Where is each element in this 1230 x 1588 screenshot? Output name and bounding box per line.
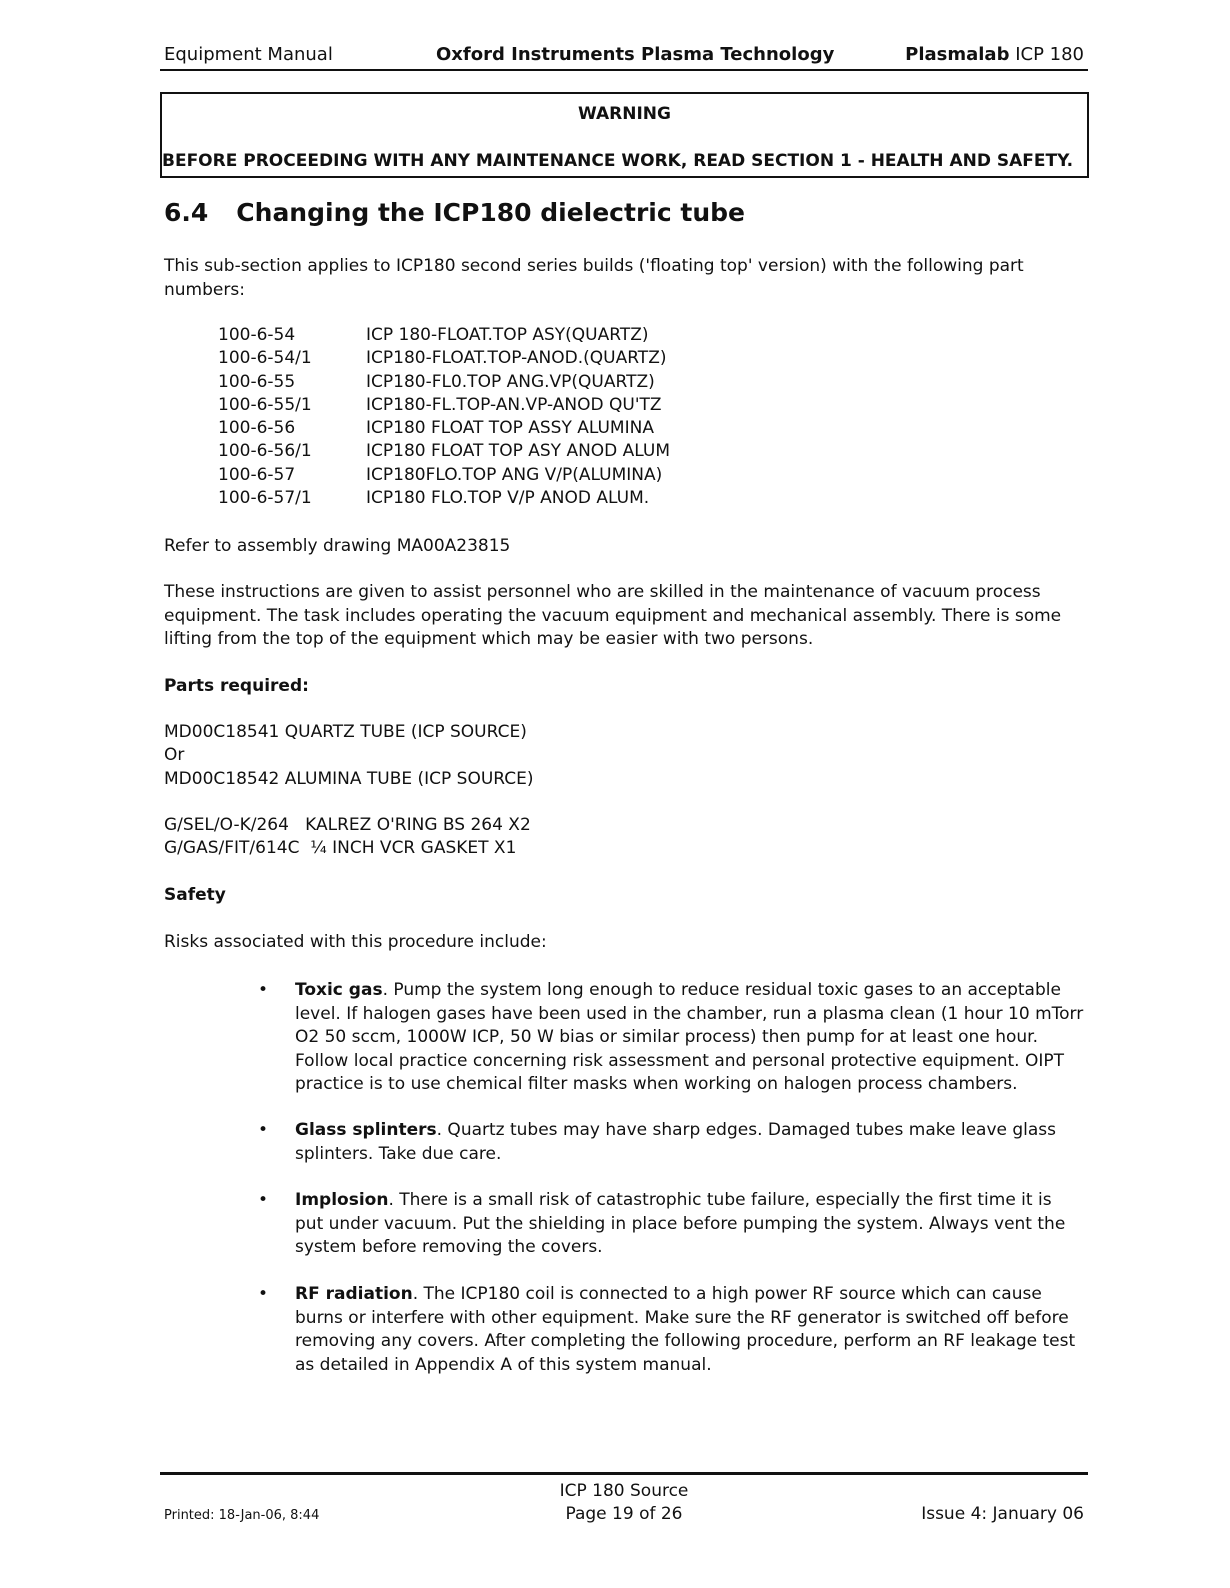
warning-text: BEFORE PROCEEDING WITH ANY MAINTENANCE WORK, READ SECTION 1 - HEALTH AND SAFETY. <box>162 151 1074 171</box>
part-numbers-table <box>218 324 670 510</box>
part-description: ICP180FLO.TOP ANG V/P(ALUMINA) <box>366 464 663 485</box>
part-description: ICP180-FL.TOP-AN.VP-ANOD QU'TZ <box>366 394 662 415</box>
header-right <box>905 44 1084 65</box>
parts-item-code: G/SEL/O-K/264 <box>164 815 289 835</box>
parts-required-heading: Parts required: <box>164 676 309 696</box>
warning-box <box>160 92 1089 178</box>
parts-item <box>164 814 1064 838</box>
part-row <box>218 324 670 347</box>
part-code: 100-6-56/1 <box>218 441 312 462</box>
part-code: 100-6-54 <box>218 325 296 345</box>
bullet-icon: • <box>258 1190 269 1210</box>
parts-required-line: MD00C18541 QUARTZ TUBE (ICP SOURCE) <box>164 722 527 742</box>
part-description: ICP180 FLO.TOP V/P ANOD ALUM. <box>366 488 650 509</box>
refer-paragraph: Refer to assembly drawing MA00A23815 <box>164 536 511 556</box>
part-code: 100-6-54/1 <box>218 348 312 369</box>
part-description: ICP180-FLOAT.TOP-ANOD.(QUARTZ) <box>366 348 667 369</box>
safety-heading: Safety <box>164 885 226 905</box>
bullet-term: Implosion <box>295 1190 389 1210</box>
bullet-text: . Quartz tubes may have sharp edges. Damaged tubes make leave glass splinters. Take due care. <box>295 1120 1057 1164</box>
part-row <box>218 371 670 394</box>
part-description: ICP180-FL0.TOP ANG.VP(QUARTZ) <box>366 371 655 392</box>
part-code: 100-6-55/1 <box>218 394 312 415</box>
parts-item-code: G/GAS/FIT/614C <box>164 838 300 858</box>
part-description: ICP180 FLOAT TOP ASY ANOD ALUM <box>366 441 671 462</box>
bullet-term: RF radiation <box>295 1284 413 1304</box>
footer-issue: Issue 4: January 06 <box>921 1504 1084 1524</box>
section-heading <box>164 198 745 227</box>
part-code: 100-6-55 <box>218 371 296 392</box>
instructions-paragraph: These instructions are given to assist personnel who are skilled in the maintenance of vacuum process equipment. The task includes operating the vacuum equipment and mechanical assembly. There is some lifting from the top of the equipment which may be easier with two persons. <box>164 582 1062 649</box>
intro-paragraph: This sub-section applies to ICP180 second series builds ('floating top' version) with the following part numbers: <box>164 256 1024 300</box>
parts-required-line: MD00C18542 ALUMINA TUBE (ICP SOURCE) <box>164 769 534 789</box>
section-number: 6.4 <box>164 198 209 227</box>
part-row <box>218 464 670 487</box>
bullet-icon: • <box>258 1284 269 1304</box>
header-product: Plasmalab <box>905 44 1010 65</box>
parts-item-desc: KALREZ O'RING BS 264 X2 <box>305 815 531 835</box>
bullet-text: . There is a small risk of catastrophic tube failure, especially the first time it is put under vacuum. Put the shielding in place before pumping the system. Always vent the system before removing the covers. <box>295 1190 1066 1257</box>
parts-item-desc: ¼ INCH VCR GASKET X1 <box>310 838 517 858</box>
safety-intro: Risks associated with this procedure include: <box>164 932 547 952</box>
parts-item <box>164 837 1064 861</box>
warning-title: WARNING <box>578 104 671 124</box>
bullet-text: . Pump the system long enough to reduce residual toxic gases to an acceptable level. If halogen gases have been used in the chamber, run a plasma clean (1 hour 10 mTorr O2 50 sccm, 1000W ICP, 50 W bias or similar process) then pump for at least one hour. Follow local practice concerning risk assessment and personal protective equipment. OIPT practice is to use chemical filter masks when working on halogen process chambers. <box>295 980 1084 1094</box>
part-row <box>218 394 670 417</box>
part-row <box>218 347 670 370</box>
part-row <box>218 417 670 440</box>
footer-printed: Printed: 18-Jan-06, 8:44 <box>164 1508 320 1523</box>
part-code: 100-6-57/1 <box>218 488 312 509</box>
part-code: 100-6-56 <box>218 418 296 439</box>
bullet-icon: • <box>258 1120 269 1140</box>
part-row <box>218 440 670 463</box>
footer-page: Page 19 of 26 <box>565 1504 683 1524</box>
header-left: Equipment Manual <box>164 44 333 65</box>
bullet-term: Toxic gas <box>295 980 383 1000</box>
footer-title: ICP 180 Source <box>559 1481 689 1501</box>
bullet-icon: • <box>258 980 269 1000</box>
part-code: 100-6-57 <box>218 464 296 485</box>
header-model: ICP 180 <box>1009 44 1084 65</box>
parts-required-line: Or <box>164 745 185 765</box>
header-rule <box>160 69 1088 71</box>
part-description: ICP 180-FLOAT.TOP ASY(QUARTZ) <box>366 325 649 345</box>
header-center: Oxford Instruments Plasma Technology <box>436 44 835 65</box>
bullet-term: Glass splinters <box>295 1120 437 1140</box>
part-row <box>218 487 670 510</box>
footer-rule <box>160 1472 1088 1475</box>
section-title: Changing the ICP180 dielectric tube <box>236 198 745 227</box>
part-description: ICP180 FLOAT TOP ASSY ALUMINA <box>366 418 654 439</box>
bullet-text: . The ICP180 coil is connected to a high power RF source which can cause burns or interfere with other equipment. Make sure the RF generator is switched off before removing any covers. After completing the following procedure, perform an RF leakage test as detailed in Appendix A of this system manual. <box>295 1284 1076 1375</box>
